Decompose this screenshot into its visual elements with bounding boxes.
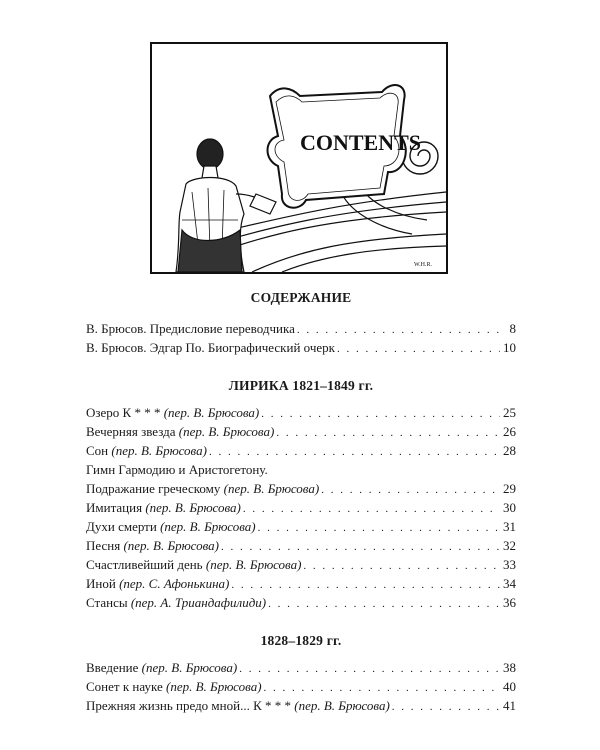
entry-title: Вечерняя звезда (пер. В. Брюсова)	[86, 424, 275, 439]
dot-leader	[231, 576, 500, 594]
entry-page: 41	[503, 698, 516, 713]
dot-leader	[264, 679, 500, 697]
dot-leader	[276, 424, 500, 442]
entry-title: Введение (пер. В. Брюсова)	[86, 660, 238, 675]
entry-page: 30	[503, 500, 516, 515]
dot-leader	[243, 500, 500, 518]
entry-page: 32	[503, 538, 516, 553]
toc-section	[86, 633, 516, 716]
dot-leader	[392, 698, 500, 716]
toc-entry[interactable]	[86, 339, 516, 358]
entry-title: Сон (пер. В. Брюсова)	[86, 443, 207, 458]
entry-page: 29	[503, 481, 516, 496]
toc-entry[interactable]	[86, 423, 516, 442]
entry-page: 36	[503, 595, 516, 610]
entry-page: 10	[503, 340, 516, 355]
toc-entry[interactable]	[86, 697, 516, 716]
toc-entry[interactable]	[86, 575, 516, 594]
dot-leader	[297, 321, 500, 339]
entry-title: Песня (пер. В. Брюсова)	[86, 538, 219, 553]
table-of-contents	[86, 290, 516, 716]
dot-leader	[268, 595, 500, 613]
dot-leader	[239, 660, 500, 678]
toc-section	[86, 378, 516, 613]
woman-figure	[176, 139, 276, 272]
svg-text:CONTENTS: CONTENTS	[300, 130, 422, 155]
entry-title: Иной (пер. С. Афонькина)	[86, 576, 230, 591]
dot-leader	[303, 557, 500, 575]
entry-title: Гимн Гармодию и Аристогетону.	[86, 462, 268, 477]
toc-entry[interactable]	[86, 659, 516, 678]
entry-page: 8	[509, 321, 516, 336]
toc-entry[interactable]	[86, 537, 516, 556]
contents-illustration	[150, 42, 448, 274]
entry-page: 28	[503, 443, 516, 458]
entry-title: В. Брюсов. Предисловие переводчика	[86, 321, 295, 336]
art-nouveau-drawing	[152, 44, 446, 272]
toc-entry[interactable]	[86, 320, 516, 339]
toc-entry[interactable]	[86, 404, 516, 423]
section-heading: СОДЕРЖАНИЕ	[250, 290, 352, 305]
entry-title: Счастливейший день (пер. В. Брюсова)	[86, 557, 302, 572]
entry-title: Озеро К * * * (пер. В. Брюсова)	[86, 405, 260, 420]
entry-page: 25	[503, 405, 516, 420]
entry-page: 26	[503, 424, 516, 439]
entry-page: 38	[503, 660, 516, 675]
entry-title: Прежняя жизнь предо мной... К * * * (пер. В. Брюсова)	[86, 698, 390, 713]
dot-leader	[337, 340, 500, 358]
entry-title: Имитация (пер. В. Брюсова)	[86, 500, 241, 515]
entry-page: 31	[503, 519, 516, 534]
entry-title: Духи смерти (пер. В. Брюсова)	[86, 519, 256, 534]
entry-page: 40	[503, 679, 516, 694]
toc-entry[interactable]	[86, 480, 516, 499]
toc-entry[interactable]	[86, 678, 516, 697]
svg-text:W.H.R.: W.H.R.	[414, 262, 432, 268]
toc-entry[interactable]	[86, 499, 516, 518]
toc-entry[interactable]	[86, 518, 516, 537]
toc-entry[interactable]	[86, 461, 516, 480]
entry-title: Подражание греческому (пер. В. Брюсова)	[86, 481, 320, 496]
toc-entry[interactable]	[86, 556, 516, 575]
toc-entry[interactable]	[86, 594, 516, 613]
dot-leader	[221, 538, 500, 556]
entry-title: Стансы (пер. А. Триандафилиди)	[86, 595, 267, 610]
dot-leader	[261, 405, 500, 423]
section-heading: ЛИРИКА 1821–1849 гг.	[228, 378, 374, 393]
dot-leader	[209, 443, 500, 461]
entry-page: 34	[503, 576, 516, 591]
toc-section	[86, 290, 516, 358]
section-heading: 1828–1829 гг.	[260, 633, 342, 648]
dot-leader	[258, 519, 500, 537]
toc-entry[interactable]	[86, 442, 516, 461]
entry-title: Сонет к науке (пер. В. Брюсова)	[86, 679, 262, 694]
entry-title: В. Брюсов. Эдгар По. Биографический очерк	[86, 340, 335, 355]
dot-leader	[321, 481, 500, 499]
entry-page: 33	[503, 557, 516, 572]
